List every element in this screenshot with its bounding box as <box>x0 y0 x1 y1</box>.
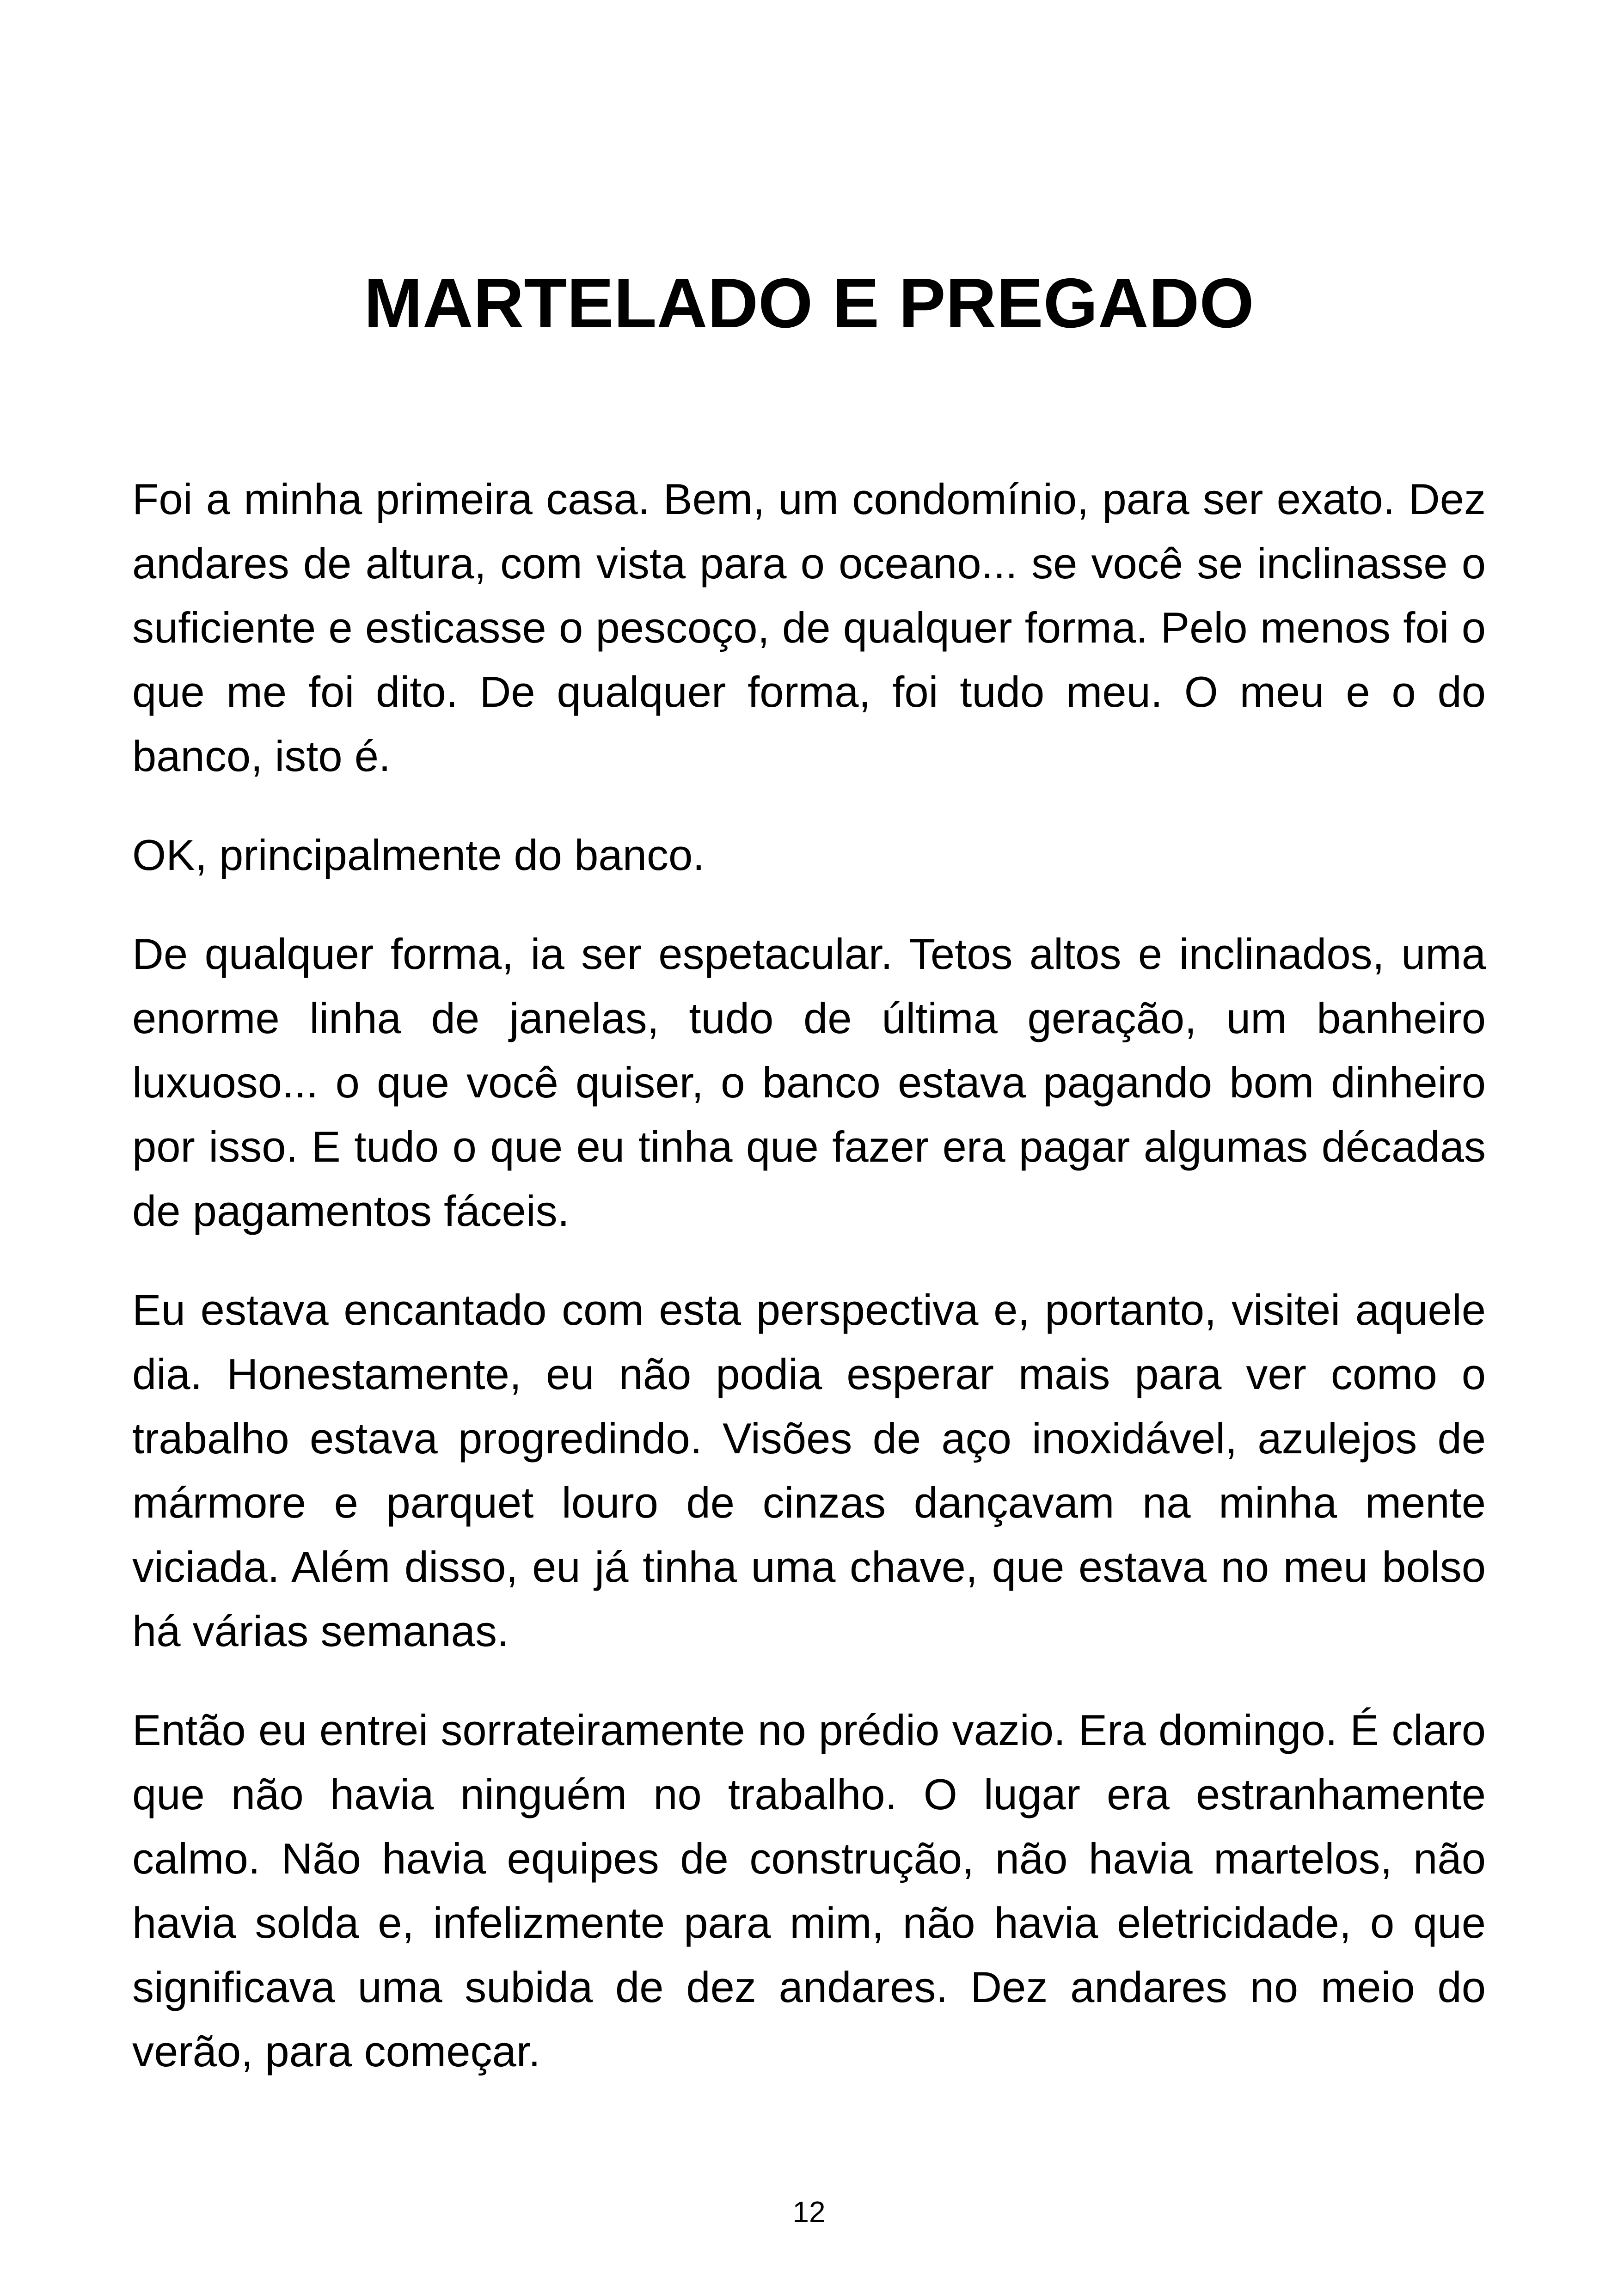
paragraph: Então eu entrei sorrateiramente no prédio vazio. Era domingo. É claro que não havia ninguém no trabalho. O lugar era estranhamente calmo. Não havia equipes de construção, não havia martelos, não havia solda e, infelizmente para mim, não havia eletricidade, o que significava uma subida de dez andares. Dez andares no meio do verão, para começar. <box>132 1706 1486 2076</box>
page-number: 12 <box>792 2195 826 2229</box>
paragraph: De qualquer forma, ia ser espetacular. Tetos altos e inclinados, uma enorme linha de janelas, tudo de última geração, um banheiro luxuoso... o que você quiser, o banco estava pagando bom dinheiro por isso. E tudo o que eu tinha que fazer era pagar algumas décadas de pagamentos fáceis. <box>132 930 1486 1235</box>
paragraph: Eu estava encantado com esta perspectiva e, portanto, visitei aquele dia. Honestamente, eu não podia esperar mais para ver como o trabalho estava progredindo. Visões de aço inoxidável, azulejos de mármore e parquet louro de cinzas dançavam na minha mente viciada. Além disso, eu já tinha uma chave, que estava no meu bolso há várias semanas. <box>132 1286 1486 1655</box>
paragraph: Foi a minha primeira casa. Bem, um condomínio, para ser exato. Dez andares de altura, com vista para o oceano... se você se inclinasse o suficiente e esticasse o pescoço, de qualquer forma. Pelo menos foi o que me foi dito. De qualquer forma, foi tudo meu. O meu e o do banco, isto é. <box>132 475 1486 780</box>
chapter-title: MARTELADO E PREGADO <box>364 264 1254 343</box>
paragraph: OK, principalmente do banco. <box>132 831 705 879</box>
body-text <box>132 467 1486 2118</box>
